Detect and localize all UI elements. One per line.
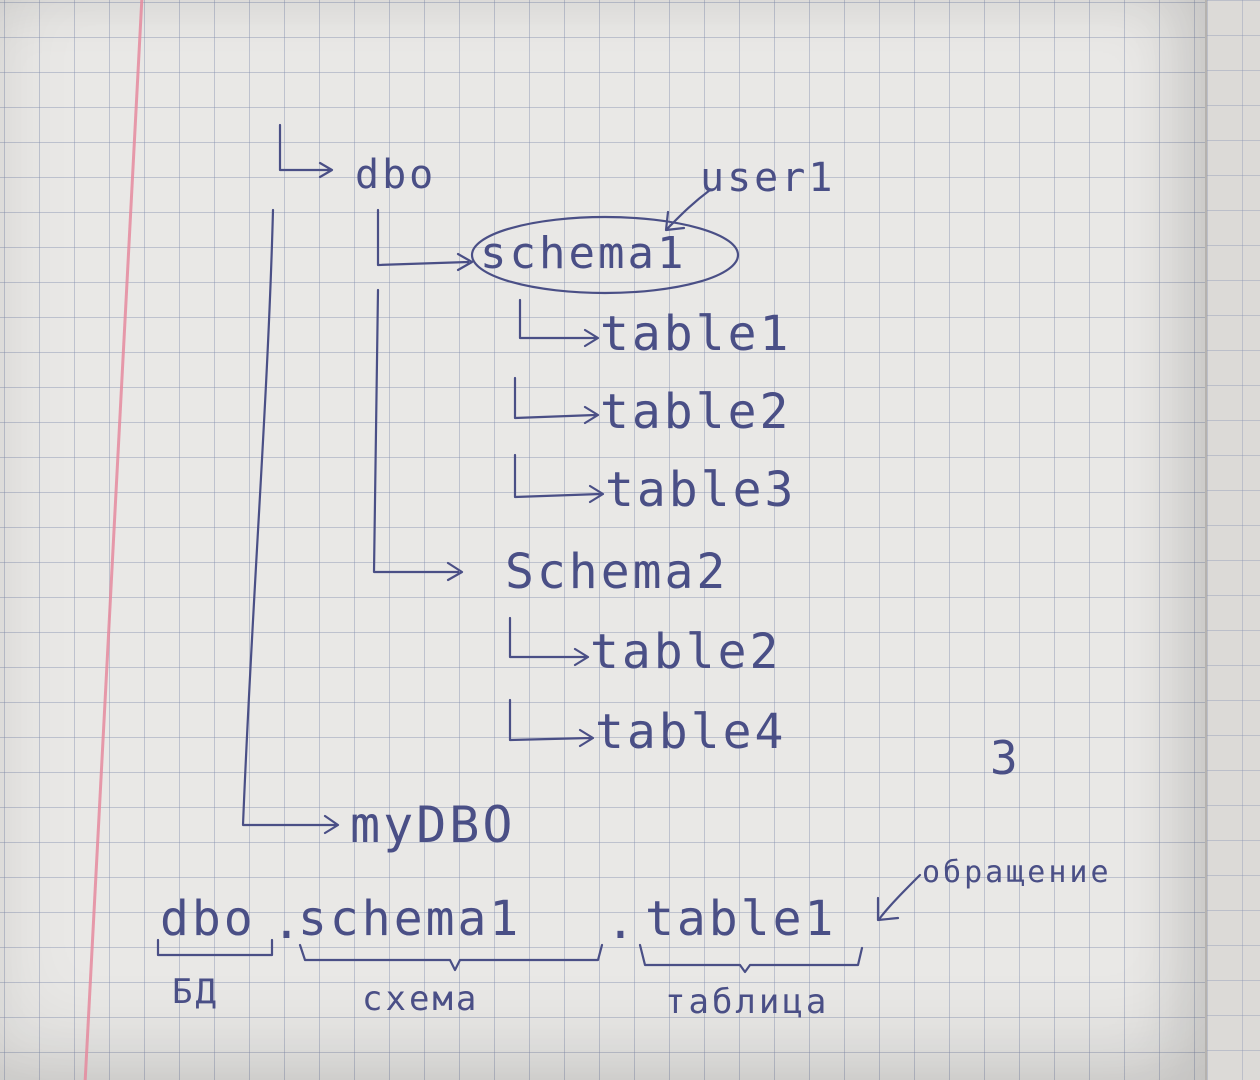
trunk-to-mydbo bbox=[243, 210, 338, 833]
ref-schema: schema1 bbox=[298, 891, 522, 947]
arrow-to-dbo bbox=[280, 125, 332, 177]
arrow-to-schema2 bbox=[374, 290, 462, 580]
caption-table: таблица bbox=[665, 982, 830, 1022]
arrow-to-table3-s1 bbox=[515, 455, 603, 502]
arrow-to-table4-s2 bbox=[510, 700, 593, 746]
ref-db: dbo bbox=[160, 891, 256, 947]
node-dbo: dbo bbox=[355, 152, 437, 198]
node-mydbo: myDBO bbox=[350, 796, 516, 854]
node-table2-s1: table2 bbox=[600, 384, 792, 440]
annotation-user1: user1 bbox=[700, 155, 836, 201]
ref-dot-1: . bbox=[272, 894, 304, 950]
node-schema2: Schema2 bbox=[505, 544, 729, 600]
arrow-to-table2-s2 bbox=[510, 618, 588, 665]
caption-db: БД bbox=[172, 972, 219, 1012]
node-table2-s2: table2 bbox=[590, 624, 782, 680]
arrow-to-table1-s1 bbox=[520, 300, 598, 346]
arrow-to-table2-s1 bbox=[515, 378, 598, 423]
page-number: 3 bbox=[990, 731, 1021, 785]
arrow-to-schema1 bbox=[378, 210, 472, 270]
ref-dot-2: . bbox=[606, 894, 638, 950]
ref-note: обращение bbox=[922, 855, 1112, 890]
note-arrow bbox=[878, 875, 920, 920]
schema-brace bbox=[300, 945, 602, 970]
caption-schema: схема bbox=[362, 979, 480, 1019]
ref-table: table1 bbox=[645, 891, 837, 947]
node-schema1: schema1 bbox=[480, 228, 687, 279]
table-brace bbox=[640, 945, 862, 972]
node-table1-s1: table1 bbox=[600, 306, 792, 362]
node-table3-s1: table3 bbox=[605, 462, 797, 518]
node-table4-s2: table4 bbox=[595, 704, 787, 760]
